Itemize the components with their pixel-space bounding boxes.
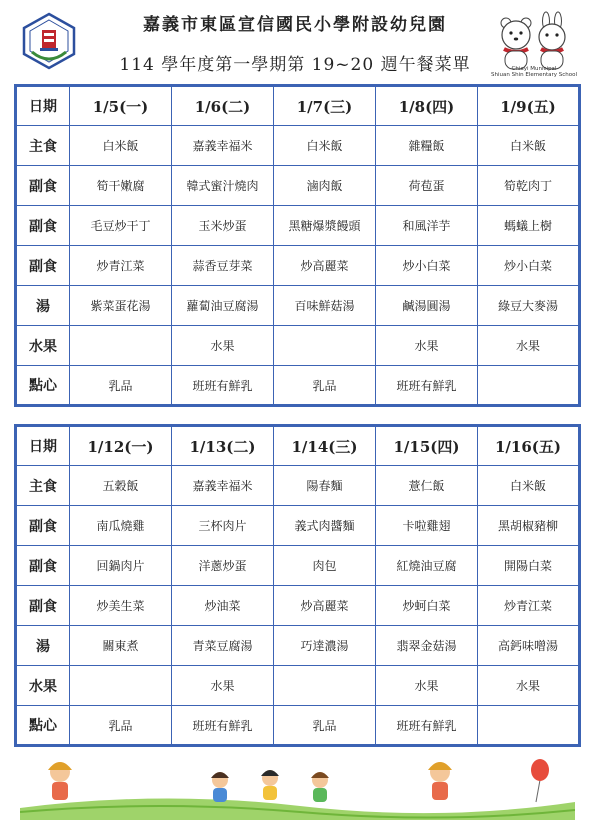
menu-cell: 紅燒油豆腐	[376, 546, 478, 586]
menu-cell	[70, 666, 172, 706]
menu-cell: 黑糖爆漿饅頭	[274, 206, 376, 246]
children-playing-illustration	[20, 750, 575, 820]
side-dish-row	[16, 206, 580, 246]
menu-cell: 巧達濃湯	[274, 626, 376, 666]
row-label: 主食	[16, 126, 70, 166]
row-label: 日期	[16, 426, 70, 466]
menu-cell: 白米飯	[478, 126, 580, 166]
school-english-name: Chiayi Municipal Shiuan Shin Elementary School	[491, 66, 577, 78]
side-dish-row	[16, 166, 580, 206]
menu-cell: 筍乾肉丁	[478, 166, 580, 206]
menu-table-week-20	[14, 424, 581, 747]
fruit-row	[16, 666, 580, 706]
date-cell: 1/6(二)	[172, 86, 274, 126]
menu-cell: 開陽白菜	[478, 546, 580, 586]
child-figure-icon	[48, 762, 72, 800]
child-figure-icon	[428, 762, 452, 800]
menu-cell: 三杯肉片	[172, 506, 274, 546]
staple-row	[16, 126, 580, 166]
menu-cell: 高鈣味噌湯	[478, 626, 580, 666]
menu-cell: 韓式蜜汁燒肉	[172, 166, 274, 206]
date-cell: 1/13(二)	[172, 426, 274, 466]
date-cell: 1/15(四)	[376, 426, 478, 466]
menu-cell: 乳品	[70, 706, 172, 746]
menu-cell: 水果	[478, 666, 580, 706]
menu-cell: 乳品	[70, 366, 172, 406]
date-row	[16, 426, 580, 466]
date-row	[16, 86, 580, 126]
menu-cell: 蘿蔔油豆腐湯	[172, 286, 274, 326]
row-label: 副食	[16, 206, 70, 246]
row-label: 副食	[16, 586, 70, 626]
date-cell: 1/8(四)	[376, 86, 478, 126]
menu-cell: 班班有鮮乳	[376, 366, 478, 406]
menu-cell: 炒青江菜	[478, 586, 580, 626]
menu-cell: 炒油菜	[172, 586, 274, 626]
soup-row	[16, 626, 580, 666]
menu-cell: 白米飯	[478, 466, 580, 506]
row-label: 副食	[16, 246, 70, 286]
date-cell: 1/7(三)	[274, 86, 376, 126]
menu-cell: 陽春麵	[274, 466, 376, 506]
menu-cell: 乳品	[274, 366, 376, 406]
menu-cell: 嘉義幸福米	[172, 466, 274, 506]
child-figure-icon	[261, 770, 279, 800]
menu-cell: 炒小白菜	[478, 246, 580, 286]
soup-row	[16, 286, 580, 326]
menu-cell: 白米飯	[274, 126, 376, 166]
menu-cell	[70, 326, 172, 366]
menu-cell: 回鍋肉片	[70, 546, 172, 586]
menu-cell: 肉包	[274, 546, 376, 586]
date-cell: 1/16(五)	[478, 426, 580, 466]
row-label: 湯	[16, 626, 70, 666]
row-label: 主食	[16, 466, 70, 506]
menu-cell: 嘉義幸福米	[172, 126, 274, 166]
menu-title: 114 學年度第一學期第 19~20 週午餐菜單	[119, 55, 471, 75]
staple-row	[16, 466, 580, 506]
menu-cell: 綠豆大麥湯	[478, 286, 580, 326]
fruit-row	[16, 326, 580, 366]
row-label: 副食	[16, 506, 70, 546]
menu-cell: 玉米炒蛋	[172, 206, 274, 246]
menu-cell	[274, 666, 376, 706]
row-label: 副食	[16, 546, 70, 586]
snack-row	[16, 706, 580, 746]
menu-cell: 青菜豆腐湯	[172, 626, 274, 666]
row-label: 點心	[16, 706, 70, 746]
menu-cell: 紫菜蛋花湯	[70, 286, 172, 326]
menu-cell: 黑胡椒豬柳	[478, 506, 580, 546]
side-dish-row	[16, 586, 580, 626]
school-badge-icon	[22, 12, 76, 70]
date-cell: 1/12(一)	[70, 426, 172, 466]
side-dish-row	[16, 246, 580, 286]
menu-cell: 五穀飯	[70, 466, 172, 506]
menu-cell: 水果	[376, 326, 478, 366]
menu-cell: 班班有鮮乳	[172, 706, 274, 746]
side-dish-row	[16, 506, 580, 546]
menu-cell: 炒美生菜	[70, 586, 172, 626]
menu-cell: 鹹湯圓湯	[376, 286, 478, 326]
menu-cell: 乳品	[274, 706, 376, 746]
menu-cell: 關東煮	[70, 626, 172, 666]
menu-cell: 班班有鮮乳	[376, 706, 478, 746]
menu-cell: 炒高麗菜	[274, 246, 376, 286]
row-label: 水果	[16, 666, 70, 706]
row-label: 水果	[16, 326, 70, 366]
menu-cell: 蒜香豆芽菜	[172, 246, 274, 286]
child-figure-icon	[211, 772, 229, 802]
menu-cell: 炒小白菜	[376, 246, 478, 286]
menu-cell: 翡翠金菇湯	[376, 626, 478, 666]
menu-cell: 毛豆炒干丁	[70, 206, 172, 246]
menu-cell: 滷肉飯	[274, 166, 376, 206]
row-label: 湯	[16, 286, 70, 326]
page-header	[0, 0, 595, 84]
snack-row	[16, 366, 580, 406]
menu-cell: 筍干嫩腐	[70, 166, 172, 206]
menu-cell: 炒青江菜	[70, 246, 172, 286]
menu-cell: 螞蟻上樹	[478, 206, 580, 246]
school-name: 嘉義市東區宣信國民小學附設幼兒園	[143, 15, 447, 35]
menu-cell: 水果	[376, 666, 478, 706]
date-cell: 1/14(三)	[274, 426, 376, 466]
menu-cell: 荷苞蛋	[376, 166, 478, 206]
date-cell: 1/9(五)	[478, 86, 580, 126]
menu-cell: 和風洋芋	[376, 206, 478, 246]
side-dish-row	[16, 546, 580, 586]
menu-table-week-19	[14, 84, 581, 407]
menu-cell: 水果	[172, 326, 274, 366]
menu-cell: 薏仁飯	[376, 466, 478, 506]
menu-cell: 洋蔥炒蛋	[172, 546, 274, 586]
menu-cell	[478, 706, 580, 746]
menu-cell: 班班有鮮乳	[172, 366, 274, 406]
menu-cell: 義式肉醬麵	[274, 506, 376, 546]
row-label: 日期	[16, 86, 70, 126]
menu-cell: 水果	[478, 326, 580, 366]
balloon-icon	[531, 759, 549, 802]
row-label: 副食	[16, 166, 70, 206]
menu-cell: 水果	[172, 666, 274, 706]
child-figure-icon	[311, 772, 329, 802]
menu-cell: 炒蚵白菜	[376, 586, 478, 626]
menu-cell: 卡啦雞翅	[376, 506, 478, 546]
menu-cell: 百味鮮菇湯	[274, 286, 376, 326]
menu-cell: 雜糧飯	[376, 126, 478, 166]
row-label: 點心	[16, 366, 70, 406]
menu-cell: 白米飯	[70, 126, 172, 166]
menu-cell	[478, 366, 580, 406]
menu-cell: 炒高麗菜	[274, 586, 376, 626]
menu-cell	[274, 326, 376, 366]
date-cell: 1/5(一)	[70, 86, 172, 126]
menu-cell: 南瓜燒雞	[70, 506, 172, 546]
